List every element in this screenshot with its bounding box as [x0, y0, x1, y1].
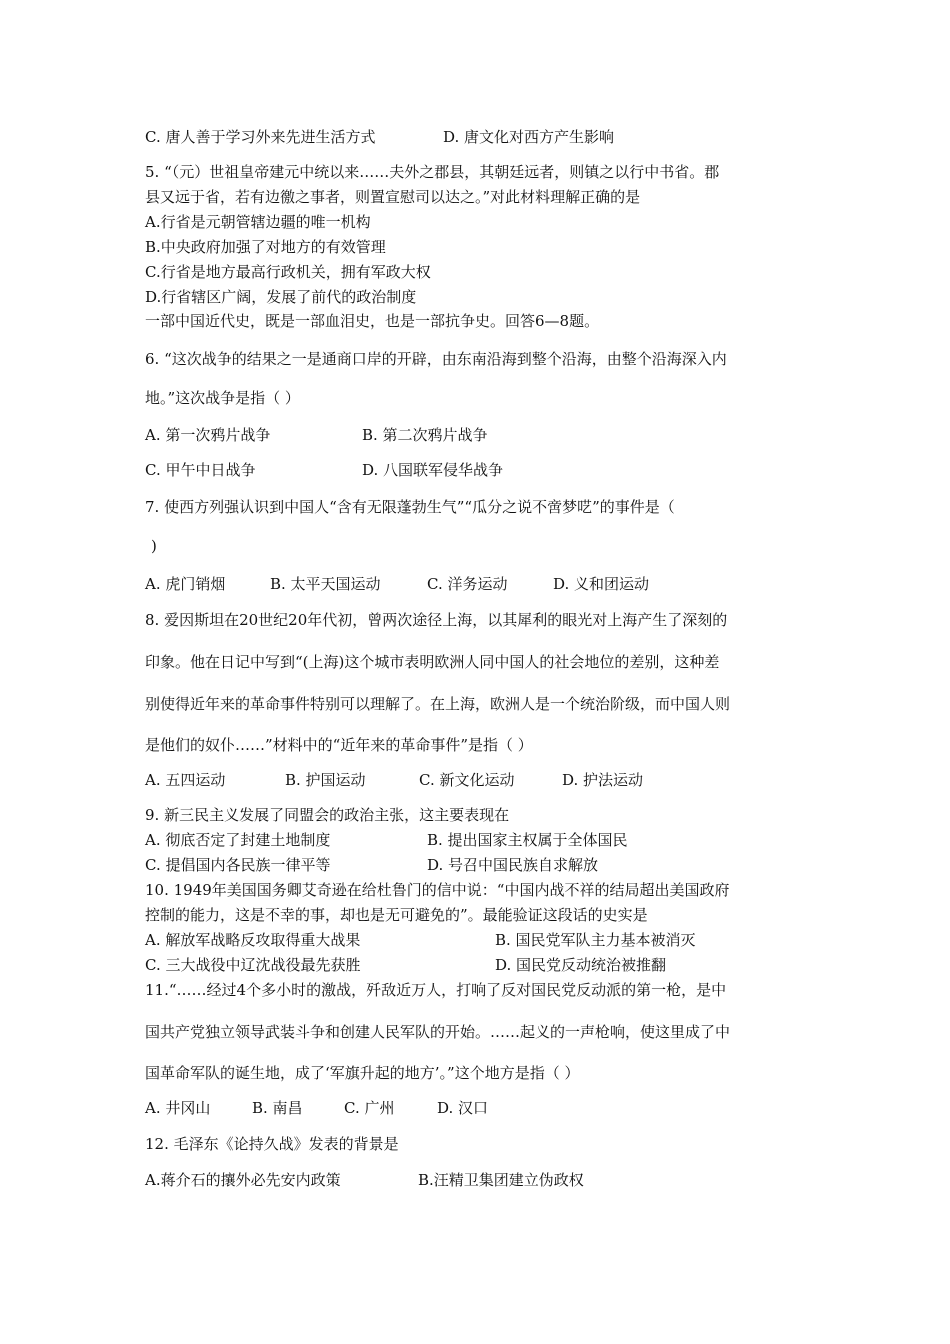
q8-option-d: D. 护法运动 — [562, 771, 644, 789]
q7-option-a: A. 虎门销烟 — [145, 575, 226, 593]
q11-option-a: A. 井冈山 — [145, 1099, 211, 1117]
q10-option-c: C. 三大战役中辽沈战役最先获胜 — [145, 956, 361, 974]
q12-option-b: B.汪精卫集团建立伪政权 — [418, 1171, 584, 1189]
q5-stem-line-1: 5. “（元）世祖皇帝建元中统以来……夫外之郡县，其朝廷远者，则镇之以行中书省。郡 — [145, 163, 720, 181]
q5-option-a: A.行省是元朝管辖边疆的唯一机构 — [145, 213, 371, 231]
q7-stem-line-1: 7. 使西方列强认识到中国人“含有无限蓬勃生气”“瓜分之说不啻梦呓”的事件是（ — [145, 498, 675, 516]
q7-option-d: D. 义和团运动 — [553, 575, 650, 593]
section-intro: 一部中国近代史，既是一部血泪史，也是一部抗争史。回答6—8题。 — [145, 312, 600, 330]
q10-stem-line-1: 10. 1949年美国国务卿艾奇逊在给杜鲁门的信中说：“中国内战不祥的结局超出美国政府 — [145, 881, 730, 899]
q7-stem-line-2: ) — [151, 537, 157, 555]
q10-stem-line-2: 控制的能力，这是不幸的事，却也是无可避免的”。最能验证这段话的史实是 — [145, 906, 648, 924]
q5-option-d: D.行省辖区广阔，发展了前代的政治制度 — [145, 288, 417, 306]
q4-option-c: C. 唐人善于学习外来先进生活方式 — [145, 128, 376, 146]
q11-stem-line-3: 国革命军队的诞生地，成了‘军旗升起的地方’。”这个地方是指（ ） — [145, 1064, 580, 1082]
q4-option-d: D. 唐文化对西方产生影响 — [443, 128, 615, 146]
q11-option-b: B. 南昌 — [252, 1099, 303, 1117]
q11-stem-line-2: 国共产党独立领导武装斗争和创建人民军队的开始。……起义的一声枪响，使这里成了中 — [145, 1023, 731, 1041]
q9-option-c: C. 提倡国内各民族一律平等 — [145, 856, 331, 874]
q8-stem-line-3: 别使得近年来的革命事件特别可以理解了。在上海，欧洲人是一个统治阶级，而中国人则 — [145, 695, 731, 713]
q8-stem-line-2: 印象。他在日记中写到“(上海)这个城市表明欧洲人同中国人的社会地位的差别，这种差 — [145, 653, 720, 671]
q6-stem-line-2: 地。”这次战争是指（ ） — [145, 389, 300, 407]
q5-option-c: C.行省是地方最高行政机关，拥有军政大权 — [145, 263, 431, 281]
q11-option-d: D. 汉口 — [437, 1099, 489, 1117]
q6-option-c: C. 甲午中日战争 — [145, 461, 256, 479]
q6-option-a: A. 第一次鸦片战争 — [145, 426, 271, 444]
q11-option-c: C. 广州 — [344, 1099, 395, 1117]
q8-stem-line-1: 8. 爱因斯坦在20世纪20年代初，曾两次途径上海，以其犀利的眼光对上海产生了深刻的 — [145, 611, 728, 629]
q10-option-a: A. 解放军战略反攻取得重大战果 — [145, 931, 361, 949]
q7-option-b: B. 太平天国运动 — [270, 575, 381, 593]
q6-stem-line-1: 6. “这次战争的结果之一是通商口岸的开辟，由东南沿海到整个沿海，由整个沿海深入内 — [145, 350, 727, 368]
q10-option-d: D. 国民党反动统治被推翻 — [495, 956, 667, 974]
q5-stem-line-2: 县又远于省，若有边徼之事者，则置宣慰司以达之。”对此材料理解正确的是 — [145, 188, 641, 206]
q11-stem-line-1: 11.“……经过4个多小时的激战，歼敌近万人，打响了反对国民党反动派的第一枪，是中 — [145, 981, 727, 999]
q8-stem-line-4: 是他们的奴仆……”材料中的“近年来的革命事件”是指（ ） — [145, 736, 533, 754]
q8-option-b: B. 护国运动 — [285, 771, 366, 789]
q9-option-b: B. 提出国家主权属于全体国民 — [427, 831, 628, 849]
q5-option-b: B.中央政府加强了对地方的有效管理 — [145, 238, 386, 256]
q9-stem: 9. 新三民主义发展了同盟会的政治主张，这主要表现在 — [145, 806, 510, 824]
q12-stem: 12. 毛泽东《论持久战》发表的背景是 — [145, 1135, 399, 1153]
q9-option-a: A. 彻底否定了封建土地制度 — [145, 831, 331, 849]
q12-option-a: A.蒋介石的攘外必先安内政策 — [145, 1171, 341, 1189]
q6-option-d: D. 八国联军侵华战争 — [362, 461, 504, 479]
q7-option-c: C. 洋务运动 — [427, 575, 508, 593]
q8-option-a: A. 五四运动 — [145, 771, 226, 789]
q6-option-b: B. 第二次鸦片战争 — [362, 426, 488, 444]
q8-option-c: C. 新文化运动 — [419, 771, 515, 789]
q10-option-b: B. 国民党军队主力基本被消灭 — [495, 931, 696, 949]
q9-option-d: D. 号召中国民族自求解放 — [427, 856, 599, 874]
